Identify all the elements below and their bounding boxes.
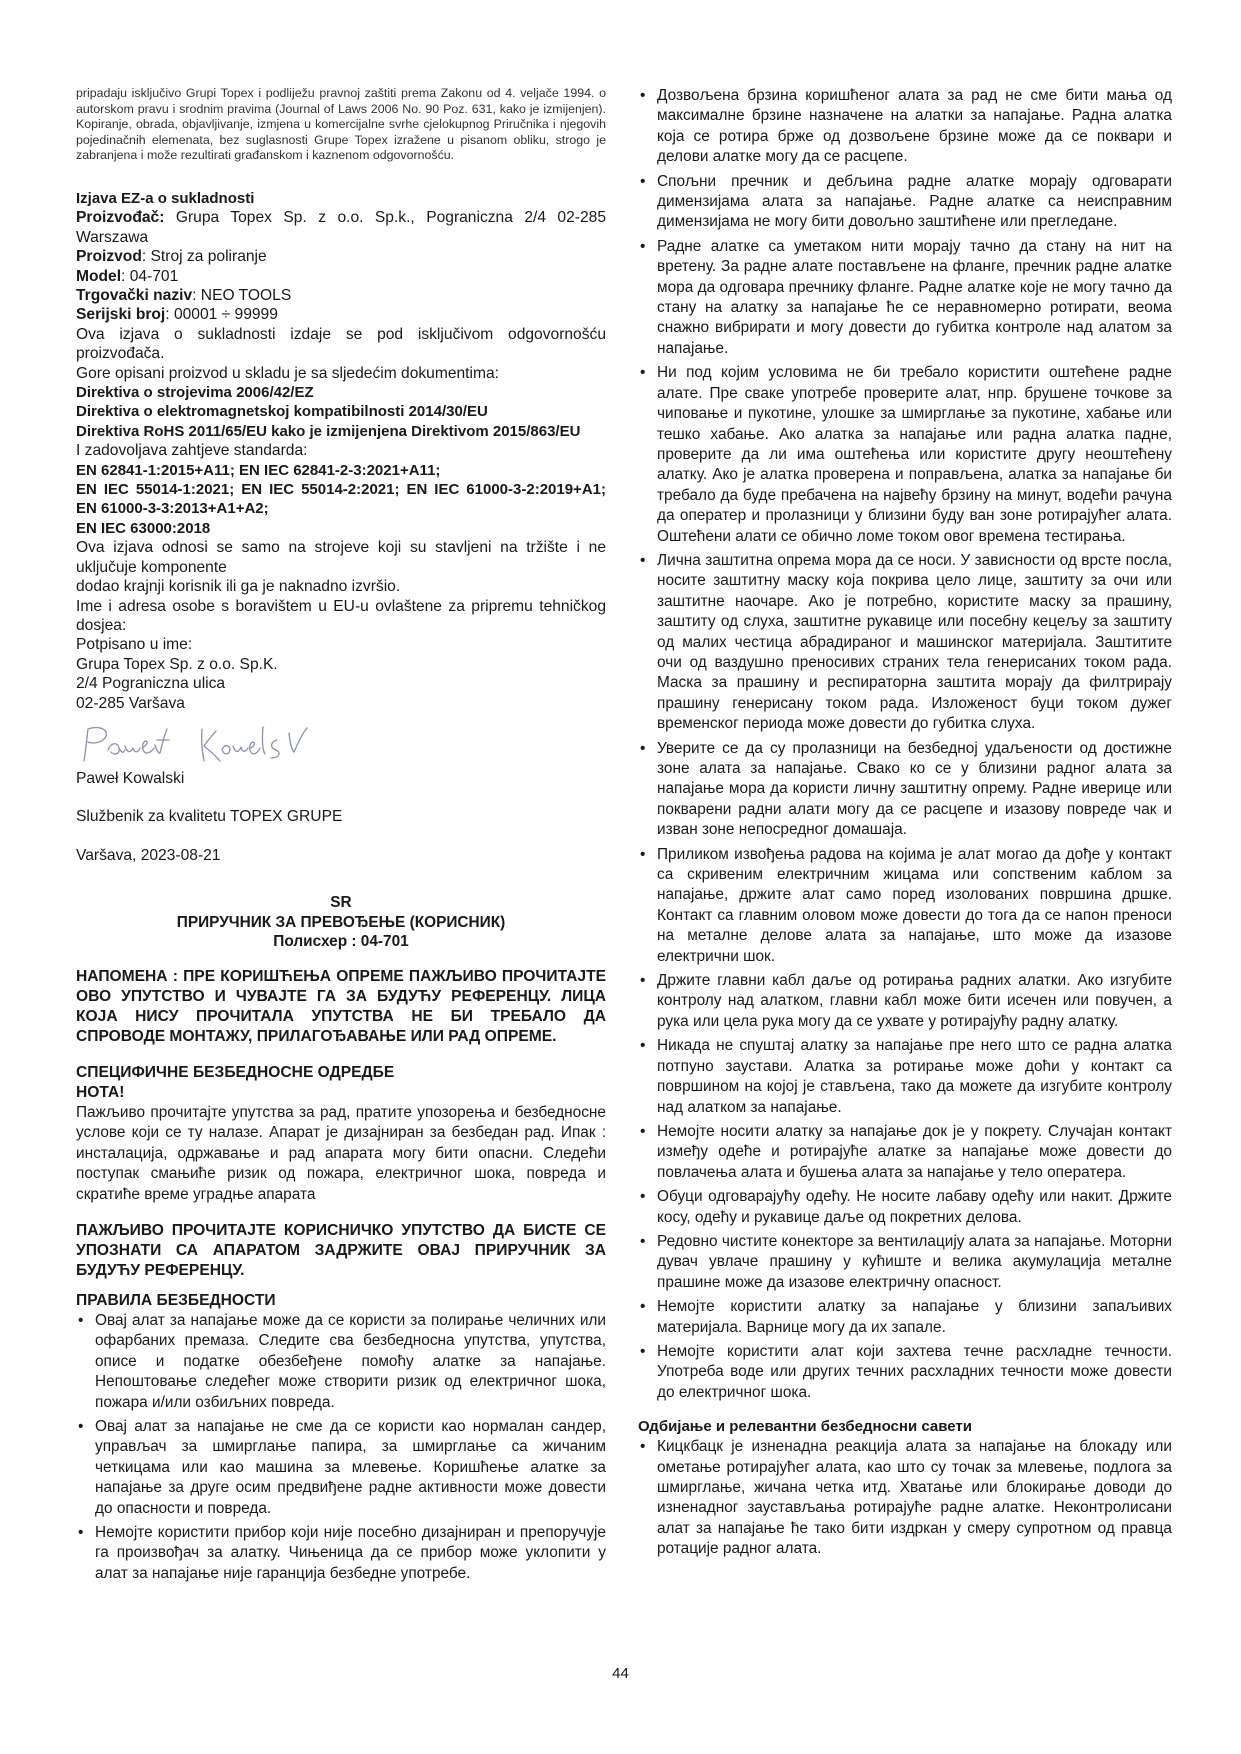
- standards-line-3: EN IEC 63000:2018: [76, 519, 211, 537]
- directive-machinery: Direktiva o strojevima 2006/42/EZ: [76, 384, 314, 402]
- trade-name-value: : NEO TOOLS: [192, 287, 292, 304]
- list-item-text: Кицкбацк је изненадна реакција алата за напајање на блокаду или ометање ротирајућег алата, као што су точак за млевење, подлога за шмирглање, жичана четка итд. Хватање или блокирање доводи до изненадног заустављања ротирајуће радне алатке. Неконтролисани алат за напајање ће тако бити издркан у смеру супротном од правца ротације радног алата.: [657, 1438, 1172, 1558]
- list-item-text: Немојте носити алатку за напајање док је у покрету. Случајан контакт између одеће и ротирајуће алатке за напајање може довести до повлачења алата и бушења алата за напајање у тело оператера.: [657, 1122, 1172, 1181]
- list-item-text: Никада не спуштај алатку за напајање пре него што се радна алатка потпуно заустави. Алатка за ротирање може доћи у контакт са површином на којој је стављена, тако да можете да изгубите контролу над алатком за напајање.: [657, 1037, 1172, 1116]
- product-value: : Stroj za poliranje: [141, 248, 267, 266]
- declaration-title: Izjava EZ-a o sukladnosti: [76, 189, 255, 207]
- model-line: [76, 267, 606, 286]
- list-item-text: Ни под којим условима не би требало користити оштећене радне алате. Пре сваке употребе проверите алат, нпр. брушене точкове за чиповање и пукотине, улошке за шмирглање за пукотине, хабање или тешко хабање. Ако алатка за напајање или радна алатка падне, проверите да ли има оштећења или користите другу неоштећену алатку. Ако је алатка проверена и поправљена, алатка за напајање би требало да буде пребачена на највећу брзину на минут, водећи рачуна да оператер и пролазници у близини буду ван зоне ротирајућег алата. Оштећени алати се обично ломе током овог времена тестирања.: [657, 364, 1172, 545]
- handwritten-signature: [78, 721, 338, 767]
- product-label: Proizvod: [76, 248, 142, 266]
- directive-emc: Direktiva o elektromagnetskoj kompatibilnosti 2014/30/EU: [76, 403, 488, 421]
- kickback-list: [638, 1437, 1172, 1559]
- trade-name-label: Trgovački naziv: [76, 287, 193, 304]
- list-item: • Држите главни кабл даље од ротирања радних алатки. Ако изгубите контролу над алатком, главни кабл може бити исечен или повучен, а рука или цела рука могу да се ухвате у ротирајућу радну алатку.: [640, 972, 1172, 1030]
- copyright-paragraph: pripadaju isključivo Grupi Topex i podliježu pravnoj zaštiti prema Zakonu od 4. veljače 1994. o autorskom pravu i srodnim pravima (Journal of Laws 2006 No. 90 Poz. 631, kako je izmijenjen). Kopiranje, obrada, objavljivanje, izmjena u komercijalne svrhe cjelokupnog Priručnika i njegovih pojedinačnih elemenata, bez suglasnosti Grupe Topex izražene u pisanom obliku, strogo je zabranjena i može rezultirati građanskom i kaznenom odgovornošću.: [76, 86, 606, 163]
- product-model: Полисхер : 04-701: [273, 933, 409, 951]
- list-item: • Уверите се да су пролазници на безбедној удаљености од достижне зоне алата за напајање. Свако ко се у близини радног алата за напајање мора да користи личну заштитну опрему. Радне иверице или покварени радни алати могу да се расцепе и изазову повреде чак и изван зоне непосредног домашаја.: [640, 739, 1172, 839]
- list-item: • Овај алат за напајање може да се користи за полирање челичних или офарбаних премаза. Следите сва безбедносна упутства, упутства, описе и податке обезбеђене помоћу алатке за напајање. Непоштовање следећег може створити ризик од електричног шока, пожара и/или озбиљних повреда.: [78, 1311, 606, 1411]
- serial-line: [76, 305, 606, 324]
- list-item: • Кицкбацк је изненадна реакција алата за напајање на блокаду или ометање ротирајућег алата, као што су точак за млевење, подлога за шмирглање, жичана четка итд. Хватање или блокирање доводи до изненадног заустављања ротирајуће радне алатке. Неконтролисани алат за напајање ће тако бити издркан у смеру супротном од правца ротације радног алата.: [640, 1438, 1172, 1558]
- list-item-text: Овај алат за напајање може да се користи за полирање челичних или офарбаних премаза. Следите сва безбедносна упутства, упутства, описе и податке обезбеђене помоћу алатке за напајање. Непоштовање следећег може створити ризик од електричног шока, пожара и/или озбиљних повреда.: [95, 1311, 606, 1411]
- list-item-text: Лична заштитна опрема мора да се носи. У зависности од врсте посла, носите заштитну маску која покрива цело лице, заштиту за очи или заштитне наочаре. Ако је потребно, користите маску за прашину, заштиту од слуха, заштитне рукавице или посебну кецељу за заштиту од малих честица абрадираног и машинског материјала. Заштитите очи од ваздушно преносивих страних тела генерисаних током рада. Маска за прашину и респираторна заштита морају да филтрирају прашину генерисану током рада. Изложеност буци током дужег временског периода може довести до губитка слуха.: [657, 551, 1172, 733]
- conformity-intro: Gore opisani proizvod u skladu je sa sljedećim dokumentima:: [76, 364, 499, 382]
- safety-rules-list-right: [638, 86, 1172, 1403]
- list-item: • Спољни пречник и дебљина радне алатке морају одговарати димензијама алата за напајање. Радне алатке са неисправним димензијама не могу бити довољно заштићене или прегледане.: [640, 172, 1172, 231]
- serial-value: : 00001 ÷ 99999: [165, 306, 278, 324]
- list-item: • Ни под којим условима не би требало користити оштећене радне алате. Пре сваке употребе проверите алат, нпр. брушене точкове за чиповање и пукотине, улошке за шмирглање за пукотине, хабање или тешко хабање. Ако алатка за напајање или радна алатка падне, проверите да ли има оштећења или користите другу неоштећену алатку. Ако је алатка проверена и поправљена, алатка за напајање би требало да буде пребачена на највећу брзину на минут, водећи рачуна да оператер и пролазници у близини буду ван зоне ротирајућег алата. Оштећени алати се обично ломе током овог времена тестирања.: [640, 364, 1172, 545]
- language-code: SR: [330, 894, 352, 912]
- technical-file-text: Ime i adresa osobe s boravištem u EU-u ovlaštene za pripremu tehničkog dosjea:: [76, 597, 606, 634]
- list-item-text: Немојте користити алат који захтева течне расхладне течности. Употреба воде или других течних расхладних течности може довести до електричног шока.: [657, 1342, 1172, 1401]
- left-column: [76, 86, 606, 1588]
- safety-rules-list-left: [76, 1311, 606, 1584]
- list-item: • Редовно чистите конекторе за вентилацију алата за напајање. Моторни дувач увлаче прашину у кућиште и велика акумулација металне прашине може да изазове електричну опасност.: [640, 1232, 1172, 1291]
- product-line: [76, 247, 606, 266]
- list-item-text: Немојте користити прибор који није посебно дизајниран и препоручује га произвођач за алатку. Чињеница да се прибор може уклопити у алат за напајање није гаранција безбедне употребе.: [95, 1524, 606, 1582]
- list-item: • Лична заштитна опрема мора да се носи. У зависности од врсте посла, носите заштитну маску која покрива цело лице, заштиту за очи или заштитне наочаре. Ако је потребно, користите маску за прашину, заштиту од слуха, заштитне рукавице или посебну кецељу за заштиту од малих честица абрадираног и машинског материјала. Заштитите очи од ваздушно преносивих страних тела генерисаних током рада. Маска за прашину и респираторна заштита морају да филтрирају прашину генерисану током рада. Изложеност буци током дужег временског периода може довести до губитка слуха.: [640, 551, 1172, 733]
- list-item: • Немојте користити алат који захтева течне расхладне течности. Употреба воде или других течних расхладних течности може довести до електричног шока.: [640, 1342, 1172, 1401]
- model-value: : 04-701: [121, 267, 179, 285]
- serial-label: Serijski broj: [76, 306, 166, 324]
- right-column: [638, 86, 1172, 1564]
- manufacturer-line: [76, 208, 606, 247]
- note-heading: НОТА!: [76, 1083, 125, 1101]
- scope-text-2: dodao krajnji korisnik ili ga je naknadno izvršio.: [76, 578, 401, 596]
- model-label: Model: [76, 267, 122, 285]
- list-item-text: Овај алат за напајање не сме да се користи као нормалан сандер, управљач за шмирглање папира, за шмирглање са жичаним четкицама или као машина за млевење. Коришћење алатке за напајање за друге осим предвиђене радне активности може довести до опасности и повреда.: [95, 1418, 606, 1517]
- place-date: Varšava, 2023-08-21: [76, 846, 221, 864]
- list-item: • Овај алат за напајање не сме да се користи као нормалан сандер, управљач за шмирглање папира, за шмирглање са жичаним четкицама или као машина за млевење. Коришћење алатке за напајање за друге осим предвиђене радне активности може довести до опасности и повреда.: [78, 1418, 606, 1517]
- list-item-text: Обуци одговарајућу одећу. Не носите лабаву одећу или накит. Држите косу, одећу и рукавице даље од покретних делова.: [657, 1188, 1172, 1226]
- list-item: • Немојте користити прибор који није посебно дизајниран и препоручује га произвођач за алатку. Чињеница да се прибор може уклопити у алат за напајање није гаранција безбедне употребе.: [78, 1524, 606, 1582]
- responsibility-text: Ova izjava o sukladnosti izdaje se pod isključivom odgovornošću proizvođača.: [76, 325, 606, 363]
- sr-section: [76, 893, 606, 1584]
- list-item: • Дозвољена брзина коришћеног алата за рад не сме бити мања од максималне брзине назначене на алатки за напајање. Радна алатка која се ротира брже од дозвољене брзине може да се поквари и делови алатке могу да се расцепе.: [640, 87, 1172, 166]
- read-manual-heading: ПАЖЉИВО ПРОЧИТАЈТЕ КОРИСНИЧКО УПУТСТВО ДА БИСТЕ СЕ УПОЗНАТИ СА АПАРАТОМ ЗАДРЖИТЕ ОВАЈ ПРИРУЧНИК ЗА БУДУЋУ РЕФЕРЕНЦУ.: [76, 1221, 606, 1279]
- standards-intro: I zadovoljava zahtjeve standarda:: [76, 442, 308, 460]
- list-item-text: Дозвољена брзина коришћеног алата за рад не сме бити мања од максималне брзине назначене на алатки за напајање. Радна алатка која се ротира брже од дозвољене брзине може да се поквари и делови алатке могу да се расцепе.: [657, 87, 1172, 166]
- kickback-heading: Одбијање и релевантни безбедносни савети: [638, 1418, 972, 1436]
- manual-title: ПРИРУЧНИК ЗА ПРЕВОЂЕЊЕ (КОРИСНИК): [176, 913, 506, 931]
- list-item-text: Немојте користити алатку за напајање у близини запаљивих материјала. Варнице могу да их запале.: [657, 1298, 1172, 1336]
- list-item: • Приликом извођења радова на којима је алат могао да дође у контакт са скривеним електричним жицама или сопственим каблом за напајање, држите алат само поред изолованих површина дршке. Контакт са главним оловом може довести до тога да се напон преноси на металне делове алата за напајање, што може да изазове електрични шок.: [640, 845, 1172, 965]
- scope-text-1: Ova izjava odnosi se samo na strojeve koji su stavljeni na tržište i ne uključuje komponente: [76, 539, 606, 576]
- ec-declaration: [76, 189, 606, 865]
- list-item: • Никада не спуштај алатку за напајање пре него што се радна алатка потпуно заустави. Алатка за ротирање може доћи у контакт са површином на којој је стављена, тако да можете да изгубите контролу над алатком за напајање.: [640, 1037, 1172, 1116]
- list-item-text: Држите главни кабл даље од ротирања радних алатки. Ако изгубите контролу над алатком, главни кабл може бити исечен или повучен, а рука или цела рука могу да се ухвате у ротирајућу радну алатку.: [657, 972, 1172, 1030]
- intro-paragraph: Пажљиво прочитајте упутства за рад, пратите упозорења и безбедносне услове који се ту налазе. Апарат је дизајниран за безбедан рад. Ипак : инсталација, одржавање и рад апарата могу бити опасни. Следећи поступак смањиће ризик од пожара, електричног шока, повреда и скратиће време уградње апарата: [76, 1103, 606, 1203]
- company-city: 02-285 Varšava: [76, 694, 185, 712]
- specific-safety-heading: СПЕЦИФИЧНЕ БЕЗБЕДНОСНЕ ОДРЕДБЕ: [76, 1063, 395, 1081]
- company-street: 2/4 Pograniczna ulica: [76, 675, 226, 693]
- signer-role: Službenik za kvalitetu TOPEX GRUPE: [76, 808, 343, 826]
- directive-rohs: Direktiva RoHS 2011/65/EU kako je izmijenjena Direktivom 2015/863/EU: [76, 422, 581, 440]
- list-item-text: Уверите се да су пролазници на безбедној удаљености од достижне зоне алата за напајање. Свако ко се у близини радног алата за напајање мора да користи личну заштитну опрему. Радне иверице или покварени радни алати могу да се расцепе и изазову повреде чак и изван зоне непосредног домашаја.: [657, 739, 1172, 839]
- list-item: • Немојте носити алатку за напајање док је у покрету. Случајан контакт између одеће и ротирајуће алатке за напајање може довести до повлачења алата и бушења алата за напајање у тело оператера.: [640, 1122, 1172, 1181]
- list-item: • Обуци одговарајућу одећу. Не носите лабаву одећу или накит. Држите косу, одећу и рукавице даље од покретних делова.: [640, 1188, 1172, 1226]
- signer-name: Paweł Kowalski: [76, 769, 185, 787]
- company-name: Grupa Topex Sp. z o.o. Sp.K.: [76, 655, 278, 673]
- manufacturer-value: Grupa Topex Sp. z o.o. Sp.k., Pograniczna 2/4 02-285 Warszawa: [76, 209, 606, 246]
- standards-line-1: EN 62841-1:2015+A11; EN IEC 62841-2-3:2021+A11;: [76, 461, 441, 479]
- trade-name-line: [76, 286, 606, 305]
- list-item-text: Спољни пречник и дебљина радне алатке морају одговарати димензијама алата за напајање. Радне алатке са неисправним димензијама не могу бити довољно заштићене или прегледане.: [657, 172, 1172, 231]
- standards-line-2: EN IEC 55014-1:2021; EN IEC 55014-2:2021; EN IEC 61000-3-2:2019+A1; EN 61000-3-3:2013+A1+A2;: [76, 481, 606, 518]
- page-number: 44: [612, 1665, 629, 1682]
- manufacturer-label: Proizvođač:: [76, 209, 165, 227]
- list-item-text: Радне алатке са уметаком нити морају тачно да стану на нит на вретену. За радне алате постављене на фланге, пречник радне алатке мора да одговара пречнику фланге. Радне алатке које не могу тачно да стану на алатку за напајање ће се неравномерно ротирати, веома снажно вибрирати и могу довести до губитка контроле над алатом за напајање.: [657, 237, 1172, 357]
- list-item: • Радне алатке са уметаком нити морају тачно да стану на нит на вретену. За радне алате постављене на фланге, пречник радне алатке мора да одговара пречнику фланге. Радне алатке које не могу тачно да стану на алатку за напајање ће се неравномерно ротирати, веома снажно вибрирати и могу довести до губитка контроле над алатом за напајање.: [640, 237, 1172, 357]
- list-item: • Немојте користити алатку за напајање у близини запаљивих материјала. Варнице могу да их запале.: [640, 1298, 1172, 1336]
- safety-rules-heading: ПРАВИЛА БЕЗБЕДНОСТИ: [76, 1291, 276, 1309]
- list-item-text: Приликом извођења радова на којима је алат могао да дође у контакт са скривеним електричним жицама или сопственим каблом за напајање, држите алат само поред изолованих површина дршке. Контакт са главним оловом може довести до тога да се напон преноси на металне делове алата за напајање, што може да изазове електрични шок.: [657, 845, 1172, 965]
- list-item-text: Редовно чистите конекторе за вентилацију алата за напајање. Моторни дувач увлаче прашину у кућиште и велика акумулација металне прашине може да изазове електричну опасност.: [657, 1232, 1172, 1291]
- note-warning: НАПОМЕНА : ПРЕ КОРИШЋЕЊА ОПРЕМЕ ПАЖЉИВО ПРОЧИТАЈТЕ ОВО УПУТСТВО И ЧУВАЈТЕ ГА ЗА БУДУЋУ РЕФЕРЕНЦУ. ЛИЦА КОЈА НИСУ ПРОЧИТАЛА УПУТСТВА НЕ БИ ТРЕБАЛО ДА СПРОВОДЕ МОНТАЖУ, ПРИЛАГОЂАВАЊЕ ИЛИ РАД ОПРЕМЕ.: [76, 967, 606, 1045]
- signed-on-behalf: Potpisano u ime:: [76, 636, 193, 654]
